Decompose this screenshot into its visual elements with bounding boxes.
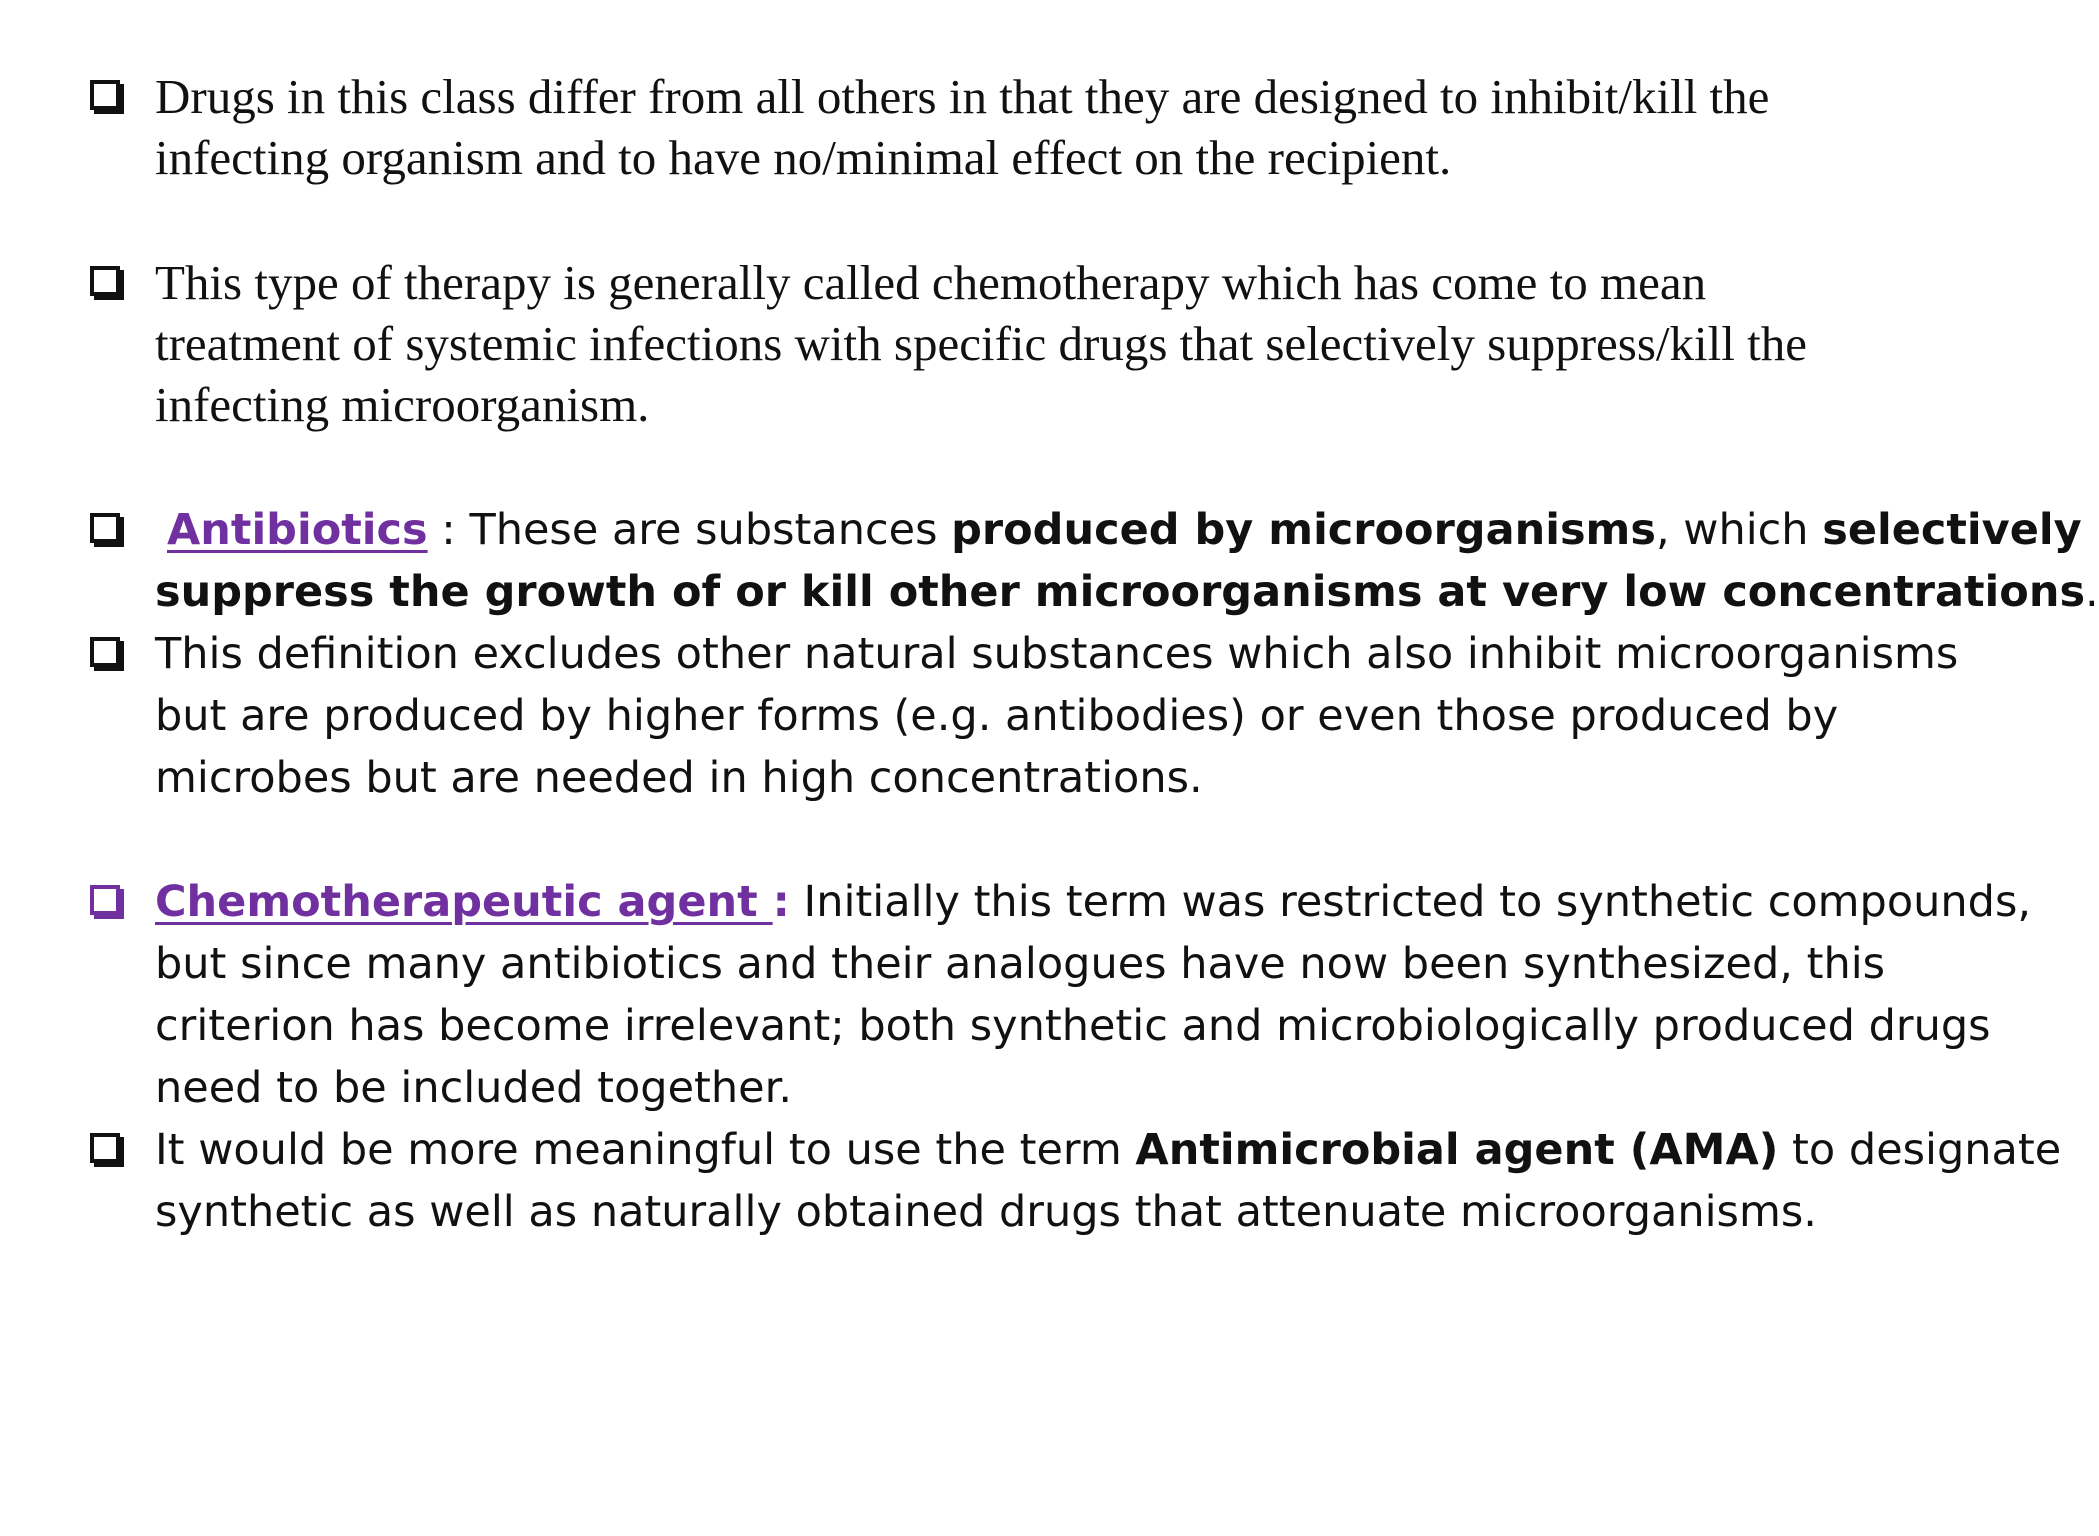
text-run: , which bbox=[1655, 505, 1823, 555]
bullet-line: but since many antibiotics and their analogues have now been synthesized, this bbox=[155, 939, 1886, 989]
bullet-text bbox=[155, 1119, 2062, 1243]
text-run: It would be more meaningful to use the term bbox=[155, 1125, 1136, 1175]
text-run: to designate bbox=[1778, 1125, 2062, 1175]
bullet-text bbox=[155, 871, 2032, 1119]
checkbox-bullet-icon bbox=[90, 80, 120, 110]
bold-run: Antimicrobial agent (AMA) bbox=[1135, 1125, 1779, 1175]
chemotherapeutic-agent-term-link[interactable]: Chemotherapeutic agent bbox=[155, 877, 773, 927]
text-run: . bbox=[2085, 567, 2099, 617]
text-run: : These are substances bbox=[427, 505, 952, 555]
bullet-line bbox=[155, 871, 2032, 933]
checkbox-bullet-icon bbox=[90, 885, 120, 915]
bullet-line: This type of therapy is generally called chemotherapy which has come to mean bbox=[155, 255, 1707, 310]
bullet-line: synthetic as well as naturally obtained drugs that attenuate microorganisms. bbox=[155, 1187, 1817, 1237]
bullet-line: treatment of systemic infections with specific drugs that selectively suppress/kill the bbox=[155, 316, 1807, 371]
bullet-line: This definition excludes other natural substances which also inhibit microorganisms bbox=[155, 629, 1959, 679]
bullet-line bbox=[155, 561, 2099, 623]
bullet-line: infecting microorganism. bbox=[155, 377, 650, 432]
bold-run: produced by microorganisms bbox=[951, 505, 1656, 555]
bold-run: selectively bbox=[1822, 505, 2082, 555]
bullet-line bbox=[155, 499, 2082, 561]
bold-run: suppress the growth of or kill other microorganisms at very low concentrations bbox=[155, 567, 2086, 617]
bullet-line: infecting organism and to have no/minimal effect on the recipient. bbox=[155, 130, 1452, 185]
bullet-text bbox=[155, 66, 1990, 188]
checkbox-bullet-icon bbox=[90, 513, 120, 543]
bullet-line: but are produced by higher forms (e.g. antibodies) or even those produced by bbox=[155, 691, 1839, 741]
bullet-definition-excludes bbox=[90, 623, 1990, 809]
bullet-drugs-class bbox=[90, 66, 1990, 188]
bullet-text bbox=[155, 499, 2099, 623]
bullet-antibiotics bbox=[90, 499, 2099, 623]
checkbox-bullet-icon bbox=[90, 266, 120, 296]
text-run: Initially this term was restricted to synthetic compounds, bbox=[789, 877, 2032, 927]
bullet-chemotherapeutic-agent bbox=[90, 871, 2032, 1119]
bullet-chemotherapy-definition bbox=[90, 252, 1990, 435]
bullet-text bbox=[155, 252, 1990, 435]
antibiotics-term-link[interactable]: Antibiotics bbox=[167, 505, 428, 555]
checkbox-bullet-icon bbox=[90, 1133, 120, 1163]
bullet-line: need to be included together. bbox=[155, 1063, 793, 1113]
bullet-line: microbes but are needed in high concentrations. bbox=[155, 753, 1203, 803]
bullet-antimicrobial-agent bbox=[90, 1119, 2062, 1243]
checkbox-bullet-icon bbox=[90, 637, 120, 667]
bullet-line bbox=[155, 1119, 2062, 1181]
purple-colon: : bbox=[772, 877, 790, 927]
bullet-line: Drugs in this class differ from all others in that they are designed to inhibit/kill the bbox=[155, 69, 1770, 124]
bullet-text bbox=[155, 623, 1990, 809]
bullet-line: criterion has become irrelevant; both synthetic and microbiologically produced drugs bbox=[155, 1001, 1991, 1051]
